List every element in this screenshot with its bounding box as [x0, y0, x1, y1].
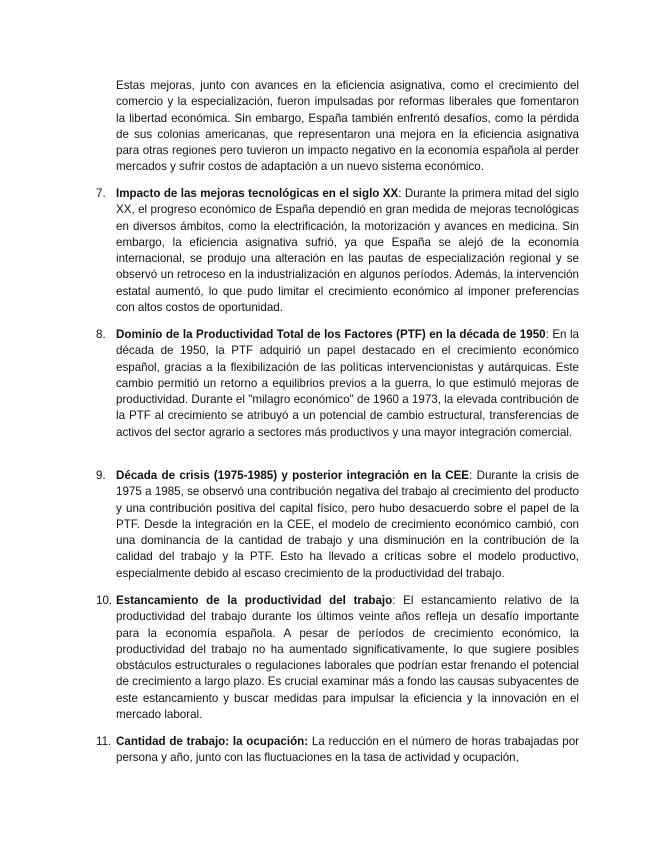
- list-item-separator: :: [545, 328, 549, 341]
- list-item: [96, 734, 579, 767]
- list-item-number: 9.: [96, 469, 106, 482]
- list-item-body: La reducción en el número de horas trabajadas por persona y año, junto con las fluctuaciones en la tasa de actividad y ocupación,: [116, 735, 580, 765]
- list-item-text: [116, 593, 579, 723]
- list-item-title: Impacto de las mejoras tecnológicas en el siglo XX: [116, 187, 399, 200]
- list-item-body: Durante la crisis de 1975 a 1985, se observó una contribución negativa del trabajo al crecimiento del producto y una contribución positiva del capital físico, pero hubo desacuerdo sobre el papel de la PTF. Desde la integración en la CEE, el modelo de crecimiento económico cambió, con una dominancia de la cantidad de trabajo y una disminución en la contribución de la calidad del trabajo y la PTF. Esto ha llevado a críticas sobre el modelo productivo, especialmente debido al escaso crecimiento de la productividad del trabajo.: [116, 469, 579, 580]
- list-item-number: 10.: [96, 594, 113, 607]
- list-item: [96, 186, 579, 316]
- list-item-number: 11.: [96, 735, 112, 748]
- list-item: [96, 593, 579, 723]
- list-item-body: El estancamiento relativo de la productividad del trabajo durante los últimos veinte años refleja un desafío importante para la economía española. A pesar de períodos de crecimiento económico, la productividad del trabajo no ha aumentado significativamente, lo que sugiere posibles obstáculos estructurales o regulaciones laborales que podrían estar frenando el potencial de crecimiento a largo plazo. Es crucial examinar más a fondo las causas subyacentes de este estancamiento y buscar medidas para impulsar la eficiencia y la innovación en el mercado laboral.: [116, 594, 579, 722]
- intro-paragraph: Estas mejoras, junto con avances en la eficiencia asignativa, como el crecimiento del comercio y la especialización, fueron impulsadas por reformas liberales que fomentaron la libertad económica. Sin embargo, España también enfrentó desafíos, como la pérdida de sus colonias americanas, que representaron una mejora en la eficiencia asignativa para otras regiones pero tuvieron un impacto negativo en la economía española al perder mercados y sufrir costos de adaptación a un nuevo sistema económico.: [116, 79, 579, 174]
- list-item: [96, 327, 579, 441]
- list-item-body: Durante la primera mitad del siglo XX, el progreso económico de España dependió en gran medida de mejoras tecnológicas en diversos ámbitos, como la electrificación, la motorización y avances en medicina. Sin embargo, la eficiencia asignativa sufrió, ya que España se alejó de la economía internacional, se produjo una alteración en las pautas de especialización regional y se observó un retroceso en la industrialización en algunos períodos. Además, la intervención estatal aumentó, lo que pudo limitar el crecimiento económico al imponer preferencias con altos costos de oportunidad.: [116, 187, 579, 315]
- list-item-separator: :: [392, 594, 396, 607]
- list-item-text: [116, 327, 579, 441]
- list-item-separator: :: [469, 469, 473, 482]
- list-item-title: Dominio de la Productividad Total de los Factores (PTF) en la década de 1950: [116, 328, 546, 341]
- list-item-text: [116, 468, 579, 582]
- list-item-title: Estancamiento de la productividad del trabajo: [116, 594, 393, 607]
- list-item-title: Década de crisis (1975-1985) y posterior integración en la CEE: [116, 469, 470, 482]
- list-item: [96, 468, 579, 582]
- list-item-body: En la década de 1950, la PTF adquirió un papel destacado en el crecimiento económico español, gracias a la flexibilización de las políticas intervencionistas y autárquicas. Este cambio permitió un retorno a equilibrios previos a la guerra, lo que estimuló mejoras de productividad. Durante el "milagro económico" de 1960 a 1973, la elevada contribución de la PTF al crecimiento se atribuyó a un potencial de cambio estructural, transferencias de activos del sector agrario a sectores más productivos y una mayor integración comercial.: [116, 328, 580, 439]
- list-item-number: 7.: [96, 187, 106, 200]
- list-item-separator: :: [398, 187, 402, 200]
- list-item-title: Cantidad de trabajo: la ocupación:: [116, 735, 309, 748]
- list-item-text: [116, 186, 579, 316]
- list-item-text: [116, 734, 579, 767]
- list-item-number: 8.: [96, 328, 106, 341]
